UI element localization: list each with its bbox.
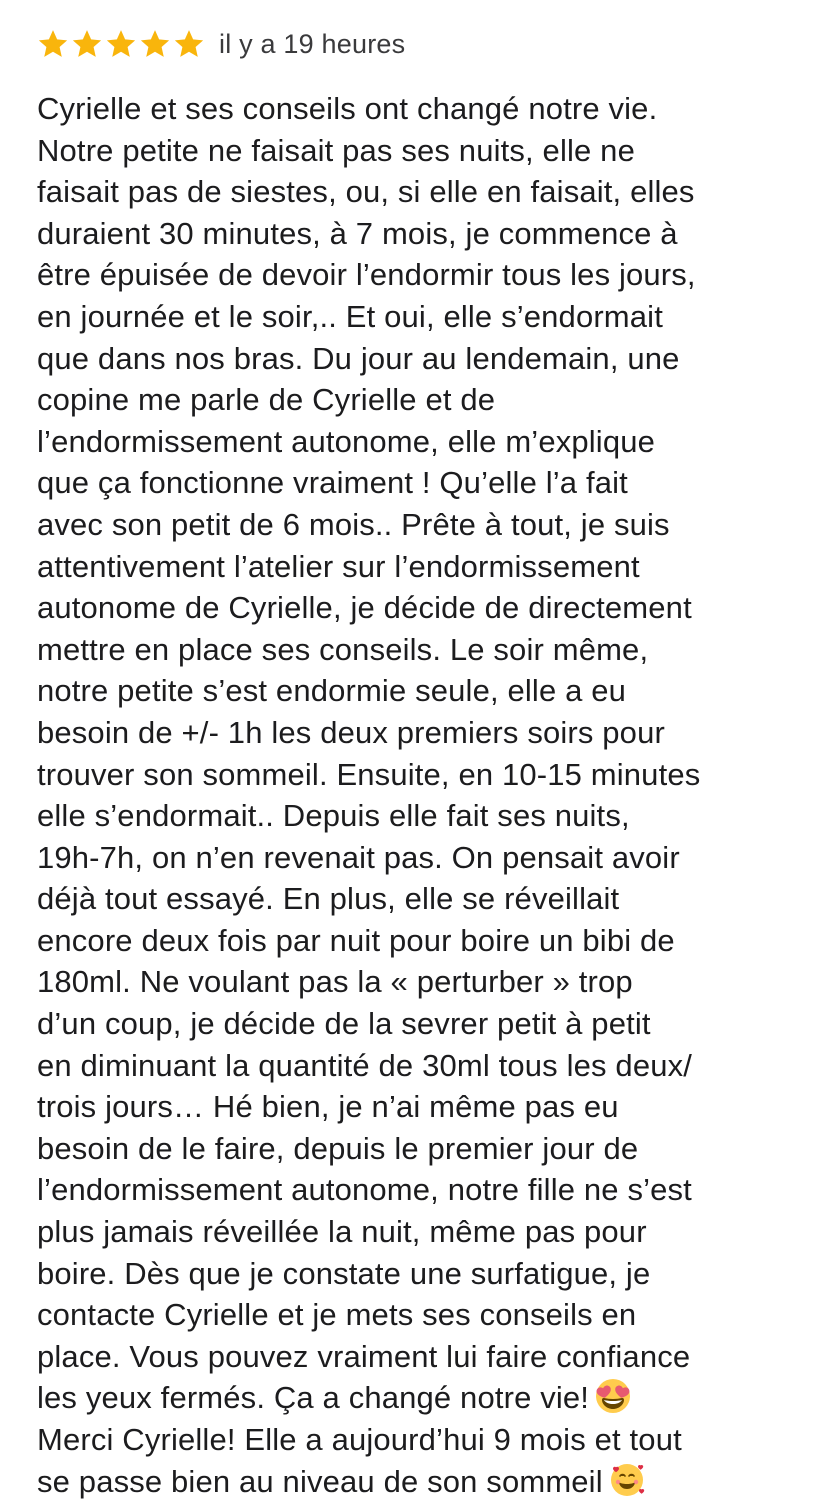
review-text-line-content: copine me parle de Cyrielle et de bbox=[37, 382, 496, 418]
review-text-line bbox=[37, 213, 827, 255]
review-text-line-content: autonome de Cyrielle, je décide de directement bbox=[37, 590, 692, 626]
review-text-line bbox=[37, 1045, 827, 1087]
review-text-line-content: 19h-7h, on n’en revenait pas. On pensait avoir bbox=[37, 839, 680, 875]
review-text-line bbox=[37, 1211, 827, 1253]
review-text-line bbox=[37, 920, 827, 962]
star-icon bbox=[105, 28, 137, 60]
review-text-line-content: mettre en place ses conseils. Le soir même, bbox=[37, 631, 649, 667]
review-timestamp: il y a 19 heures bbox=[219, 28, 406, 59]
review-text-line-content: encore deux fois par nuit pour boire un bibi de bbox=[37, 922, 675, 958]
review-text-line-content: Cyrielle et ses conseils ont changé notre vie. bbox=[37, 91, 658, 126]
review-text-line-content: déjà tout essayé. En plus, elle se réveillait bbox=[37, 881, 620, 917]
review-text-line bbox=[37, 670, 827, 712]
review-text-line bbox=[37, 1419, 827, 1461]
review-text-line-content: notre petite s’est endormie seule, elle a eu bbox=[37, 673, 627, 709]
review-text-line-content: elle s’endormait.. Depuis elle fait ses nuits, bbox=[37, 798, 630, 834]
review-text-line-content: en diminuant la quantité de 30ml tous les deux/ bbox=[37, 1047, 693, 1083]
review-text-line bbox=[37, 1003, 827, 1045]
review-text-line bbox=[37, 379, 827, 421]
review-text-line-content: contacte Cyrielle et je mets ses conseils en bbox=[37, 1297, 637, 1333]
review-text-line-content: trouver son sommeil. Ensuite, en 10-15 minutes bbox=[37, 756, 701, 792]
review-text-line bbox=[37, 88, 827, 130]
review-text-line bbox=[37, 878, 827, 920]
review-text-line bbox=[37, 754, 827, 796]
review-text-line bbox=[37, 254, 827, 296]
star-rating bbox=[37, 28, 207, 60]
review-text-line-content: que ça fonctionne vraiment ! Qu’elle l’a fait bbox=[37, 465, 628, 501]
star-icon bbox=[173, 28, 205, 60]
review-text-line bbox=[37, 462, 827, 504]
review-text-line bbox=[37, 629, 827, 671]
review-text-line-content: se passe bien au niveau de son sommeil bbox=[37, 1463, 603, 1499]
review-text-line bbox=[37, 546, 827, 588]
review-text-line-content: d’un coup, je décide de la sevrer petit à petit bbox=[37, 1006, 651, 1042]
star-icon bbox=[139, 28, 171, 60]
review-text-line-content: l’endormissement autonome, elle m’explique bbox=[37, 423, 656, 459]
review-text-line bbox=[37, 421, 827, 463]
review-text-line-content: l’endormissement autonome, notre fille ne s’est bbox=[37, 1172, 692, 1208]
review-text-line-content: besoin de +/- 1h les deux premiers soirs pour bbox=[37, 714, 665, 750]
review-text-line bbox=[37, 1377, 827, 1419]
heart-eyes-emoji-icon bbox=[595, 1378, 631, 1414]
review-text-line-content: boire. Dès que je constate une surfatigue, je bbox=[37, 1255, 651, 1291]
review-text-line-content: attentivement l’atelier sur l’endormissement bbox=[37, 548, 640, 584]
review-text-line-content: en journée et le soir,.. Et oui, elle s’endormait bbox=[37, 298, 663, 334]
review-text-line bbox=[37, 795, 827, 837]
review-text-line-content: besoin de le faire, depuis le premier jour de bbox=[37, 1130, 639, 1166]
review-text-line bbox=[37, 1169, 827, 1211]
review-text-line bbox=[37, 961, 827, 1003]
review-text-line bbox=[37, 837, 827, 879]
review-text-line bbox=[37, 1461, 827, 1502]
star-icon bbox=[37, 28, 69, 60]
review-text-line-content: Merci Cyrielle! Elle a aujourd’hui 9 mois et tout bbox=[37, 1422, 682, 1457]
review-text-line bbox=[37, 171, 827, 213]
review-text-line bbox=[37, 1336, 827, 1378]
review-text-line-content: Notre petite ne faisait pas ses nuits, elle ne bbox=[37, 132, 635, 168]
smiling-face-with-hearts-emoji-icon bbox=[609, 1462, 645, 1498]
review-text-line-content: duraient 30 minutes, à 7 mois, je commence à bbox=[37, 215, 678, 251]
review-text-line-content: 180ml. Ne voulant pas la « perturber » trop bbox=[37, 964, 633, 1000]
review-text-line bbox=[37, 130, 827, 172]
review-text-line-content: que dans nos bras. Du jour au lendemain, une bbox=[37, 340, 680, 376]
review-text-line-content: plus jamais réveillée la nuit, même pas pour bbox=[37, 1214, 647, 1250]
review-text-line-content: trois jours… Hé bien, je n’ai même pas eu bbox=[37, 1089, 619, 1125]
review-text-line bbox=[37, 587, 827, 629]
review-text-line bbox=[37, 1086, 827, 1128]
review-text-line bbox=[37, 296, 827, 338]
star-icon bbox=[71, 28, 103, 60]
review-text-line-content: avec son petit de 6 mois.. Prête à tout, je suis bbox=[37, 506, 670, 542]
review-text-line bbox=[37, 338, 827, 380]
review-text bbox=[37, 88, 827, 1502]
review-text-line bbox=[37, 504, 827, 546]
review-text-line bbox=[37, 1294, 827, 1336]
review-text-line bbox=[37, 1128, 827, 1170]
review-text-line-content: place. Vous pouvez vraiment lui faire confiance bbox=[37, 1338, 691, 1374]
review-text-line bbox=[37, 1253, 827, 1295]
review-text-line bbox=[37, 712, 827, 754]
review-text-line-content: être épuisée de devoir l’endormir tous les jours, bbox=[37, 257, 696, 293]
review-text-line-content: les yeux fermés. Ça a changé notre vie! bbox=[37, 1380, 590, 1416]
review-header bbox=[37, 24, 827, 64]
review-card bbox=[37, 24, 827, 1502]
review-text-line-content: faisait pas de siestes, ou, si elle en faisait, elles bbox=[37, 174, 695, 210]
